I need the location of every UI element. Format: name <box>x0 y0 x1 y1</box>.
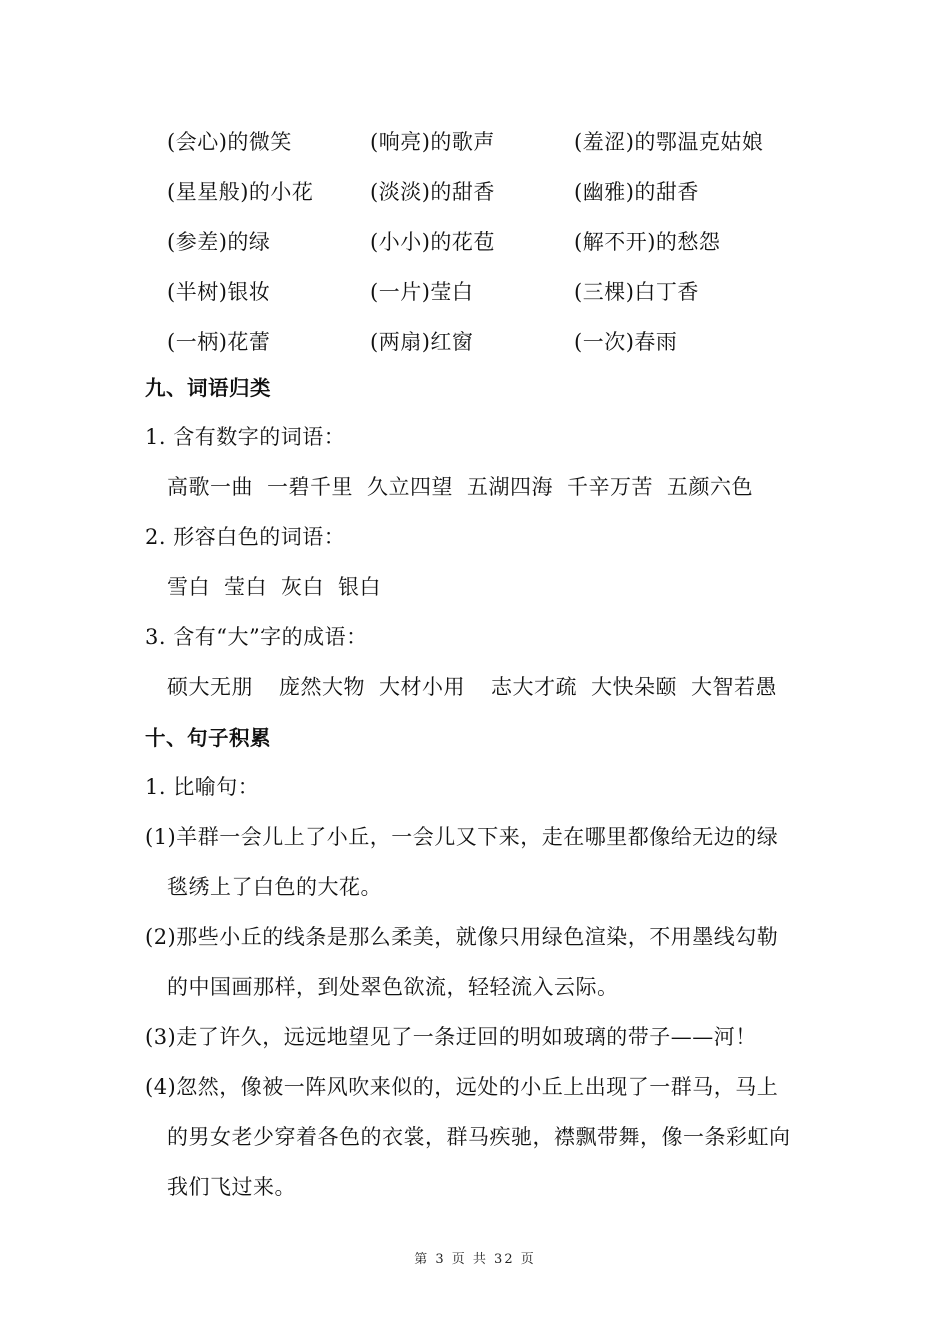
word-item: 大智若愚 <box>691 675 777 699</box>
phrase-row <box>167 166 847 216</box>
word-item: 五湖四海 <box>467 475 553 499</box>
question-da-idioms: 3. 含有“大”字的成语： <box>145 625 368 649</box>
phrase-cell: (响亮)的歌声 <box>370 130 495 154</box>
phrase-cell: (解不开)的愁怨 <box>574 230 721 254</box>
word-item: 五颜六色 <box>667 475 753 499</box>
phrase-cell: (一柄)花蕾 <box>167 330 271 354</box>
phrase-cell: (一片)莹白 <box>370 280 474 304</box>
sentence-3-line-1: (3)走了许久，远远地望见了一条迂回的明如玻璃的带子——河！ <box>145 1025 757 1049</box>
word-item: 硕大无朋 <box>167 675 253 699</box>
phrase-row <box>167 216 847 266</box>
phrase-row <box>167 116 847 166</box>
word-item: 高歌一曲 <box>167 475 253 499</box>
word-item: 银白 <box>338 575 381 599</box>
sentence-1-line-1: (1)羊群一会儿上了小丘，一会儿又下来，走在哪里都像给无边的绿 <box>145 825 779 849</box>
section-heading-sentence-collection: 十、句子积累 <box>145 726 271 750</box>
word-item: 大快朵颐 <box>591 675 677 699</box>
sentence-1-line-2: 毯绣上了白色的大花。 <box>167 875 382 899</box>
word-item: 千辛万苦 <box>567 475 653 499</box>
word-item: 庞然大物 <box>279 675 365 699</box>
phrase-cell: (淡淡)的甜香 <box>370 180 495 204</box>
sentence-4-line-3: 我们飞过来。 <box>167 1175 296 1199</box>
question-white-words: 2. 形容白色的词语： <box>145 525 346 549</box>
phrase-cell: (参差)的绿 <box>167 230 271 254</box>
page-number-footer: 第 3 页 共 32 页 <box>414 1252 536 1267</box>
sentence-2-line-1: (2)那些小丘的线条是那么柔美，就像只用绿色渲染，不用墨线勾勒 <box>145 925 779 949</box>
section-heading-word-classification: 九、词语归类 <box>145 376 271 400</box>
sentence-4-line-1: (4)忽然，像被一阵风吹来似的，远处的小丘上出现了一群马，马上 <box>145 1075 779 1099</box>
phrase-row <box>167 316 847 366</box>
phrase-grid <box>167 116 847 366</box>
word-item: 雪白 <box>167 575 210 599</box>
phrase-cell: (三棵)白丁香 <box>574 280 699 304</box>
phrase-cell: (一次)春雨 <box>574 330 678 354</box>
question-metaphor: 1. 比喻句： <box>145 775 260 799</box>
number-words-list <box>145 461 825 511</box>
phrase-cell: (会心)的微笑 <box>167 130 292 154</box>
word-item: 一碧千里 <box>267 475 353 499</box>
da-idioms-list <box>145 661 825 711</box>
word-item: 灰白 <box>281 575 324 599</box>
word-item: 久立四望 <box>367 475 453 499</box>
phrase-cell: (小小)的花苞 <box>370 230 495 254</box>
word-item: 志大才疏 <box>491 675 577 699</box>
word-item: 莹白 <box>224 575 267 599</box>
phrase-cell: (半树)银妆 <box>167 280 271 304</box>
phrase-cell: (羞涩)的鄂温克姑娘 <box>574 130 764 154</box>
sentence-4-line-2: 的男女老少穿着各色的衣裳，群马疾驰，襟飘带舞，像一条彩虹向 <box>167 1125 791 1149</box>
sentence-2-line-2: 的中国画那样，到处翠色欲流，轻轻流入云际。 <box>167 975 619 999</box>
phrase-cell: (两扇)红窗 <box>370 330 474 354</box>
question-number-words: 1. 含有数字的词语： <box>145 425 346 449</box>
phrase-row <box>167 266 847 316</box>
phrase-cell: (幽雅)的甜香 <box>574 180 699 204</box>
white-words-list <box>145 561 825 611</box>
phrase-cell: (星星般)的小花 <box>167 180 314 204</box>
word-item: 大材小用 <box>379 675 465 699</box>
content-body <box>145 361 825 1211</box>
